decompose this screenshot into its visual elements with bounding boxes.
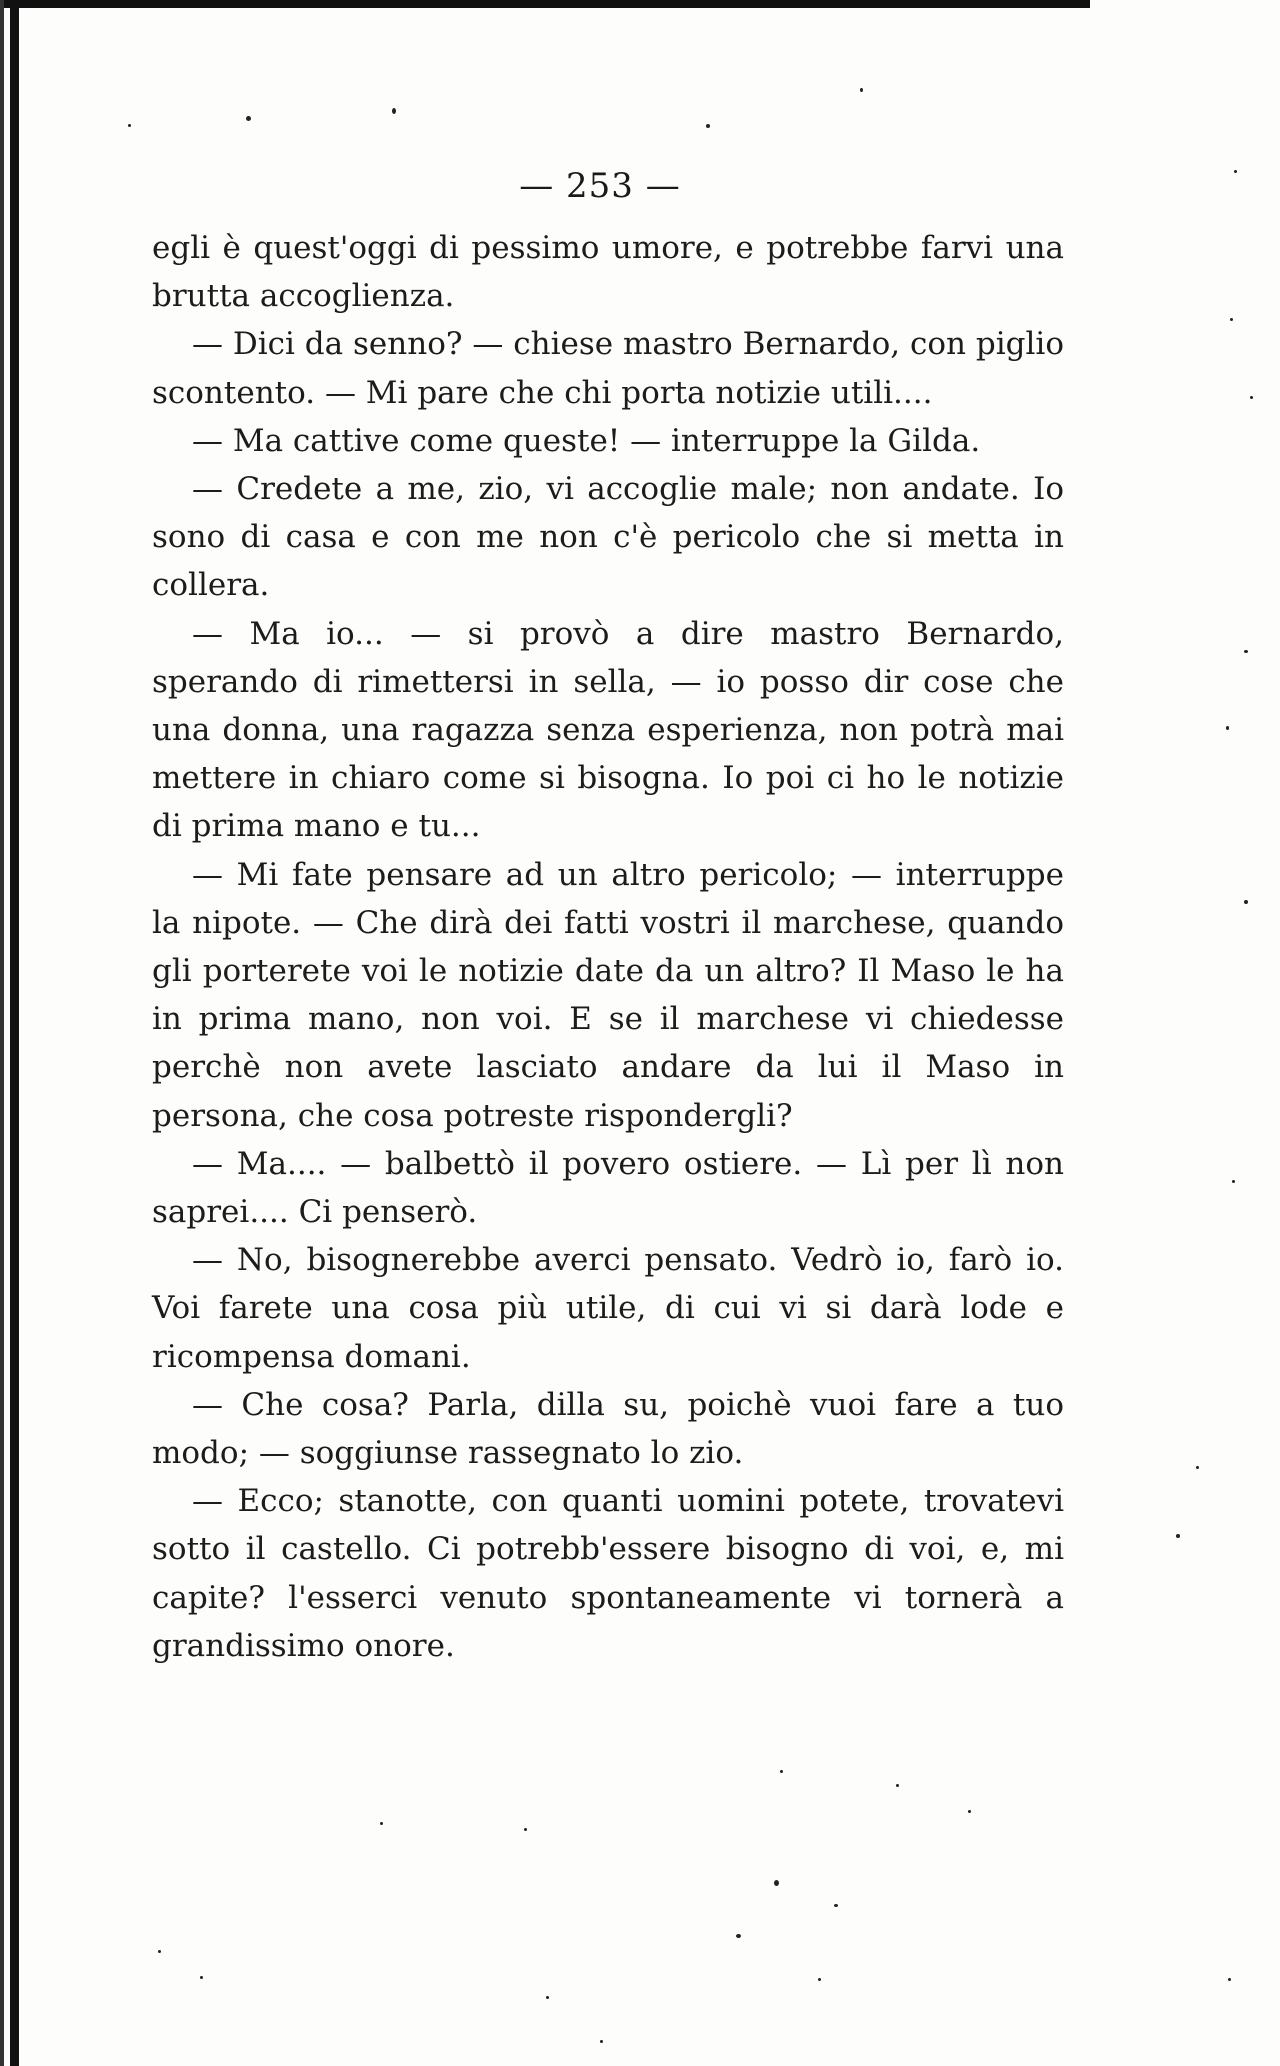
scan-speck bbox=[736, 1934, 741, 1938]
scan-speck bbox=[1226, 726, 1229, 730]
scan-speck bbox=[200, 1976, 203, 1979]
scan-speck bbox=[860, 88, 863, 92]
paragraph: — Ma cattive come queste! — interruppe la Gilda. bbox=[192, 422, 981, 459]
scan-speck bbox=[1230, 318, 1233, 321]
scan-speck bbox=[706, 124, 710, 128]
paragraph: — Credete a me, zio, vi accoglie male; non andate. Io sono di casa e con me non c'è pericolo che si metta in collera. bbox=[152, 471, 1064, 604]
scan-border-left-outer bbox=[0, 0, 4, 2066]
paragraph: — Ecco; stanotte, con quanti uomini potete, trovatevi sotto il castello. Ci potrebb'essere bisogno di voi, e, mi capite? l'esserci venuto spontaneamente vi tornerà a grandissimo onore. bbox=[152, 1483, 1064, 1664]
paragraph: — Mi fate pensare ad un altro pericolo; — interruppe la nipote. — Che dirà dei fatti vostri il marchese, quando gli porterete voi le notizie date da un altro? Il Maso le ha in prima mano, non voi. E se il marchese vi chiedesse perchè non avete lasciato andare da lui il Maso in persona, che cosa potreste rispondergli? bbox=[152, 856, 1064, 1134]
scan-speck bbox=[1250, 396, 1253, 399]
paragraph: — Che cosa? Parla, dilla su, poichè vuoi fare a tuo modo; — soggiunse rassegnato lo zio. bbox=[152, 1386, 1064, 1472]
paragraph: egli è quest'oggi di pessimo umore, e potrebbe farvi una brutta accoglienza. bbox=[152, 230, 1064, 315]
scan-speck bbox=[380, 1822, 383, 1825]
scan-speck bbox=[524, 1828, 527, 1831]
scan-speck bbox=[600, 2040, 603, 2043]
scan-speck bbox=[158, 1950, 161, 1953]
paragraph: — Dici da senno? — chiese mastro Bernardo, con piglio scontento. — Mi pare che chi porta notizie utili.... bbox=[152, 326, 1064, 411]
scan-speck bbox=[1176, 1534, 1180, 1538]
scan-speck bbox=[968, 1810, 971, 1813]
scan-speck bbox=[818, 1978, 821, 1981]
scan-speck bbox=[246, 116, 251, 121]
scan-border-top bbox=[0, 0, 1090, 8]
body-text bbox=[152, 224, 1064, 1670]
scan-border-left bbox=[10, 0, 19, 2066]
page-number: — 253 — bbox=[519, 166, 681, 206]
scan-speck bbox=[392, 108, 396, 114]
scan-speck bbox=[1232, 1180, 1235, 1183]
scan-speck bbox=[774, 1880, 779, 1886]
scan-speck bbox=[1196, 1466, 1199, 1469]
paragraph: — Ma.... — balbettò il povero ostiere. — Lì per lì non saprei.... Ci penserò. bbox=[152, 1145, 1064, 1231]
scan-speck bbox=[1244, 900, 1248, 904]
scan-speck bbox=[1228, 1978, 1231, 1981]
scan-speck bbox=[1244, 650, 1248, 653]
scan-speck bbox=[1234, 170, 1237, 173]
paragraph: — No, bisognerebbe averci pensato. Vedrò io, farò io. Voi farete una cosa più utile, di cui vi si darà lode e ricompensa domani. bbox=[152, 1242, 1064, 1375]
scan-speck bbox=[780, 1770, 783, 1773]
scan-speck bbox=[896, 1784, 899, 1787]
scan-speck bbox=[546, 1996, 549, 1999]
scan-speck bbox=[128, 124, 131, 127]
paragraph: — Ma io... — si provò a dire mastro Bernardo, sperando di rimettersi in sella, — io posso dir cose che una donna, una ragazza senza esperienza, non potrà mai mettere in chiaro come si bisogna. Io poi ci ho le notizie di prima mano e tu... bbox=[152, 615, 1064, 845]
scan-speck bbox=[834, 1904, 838, 1907]
